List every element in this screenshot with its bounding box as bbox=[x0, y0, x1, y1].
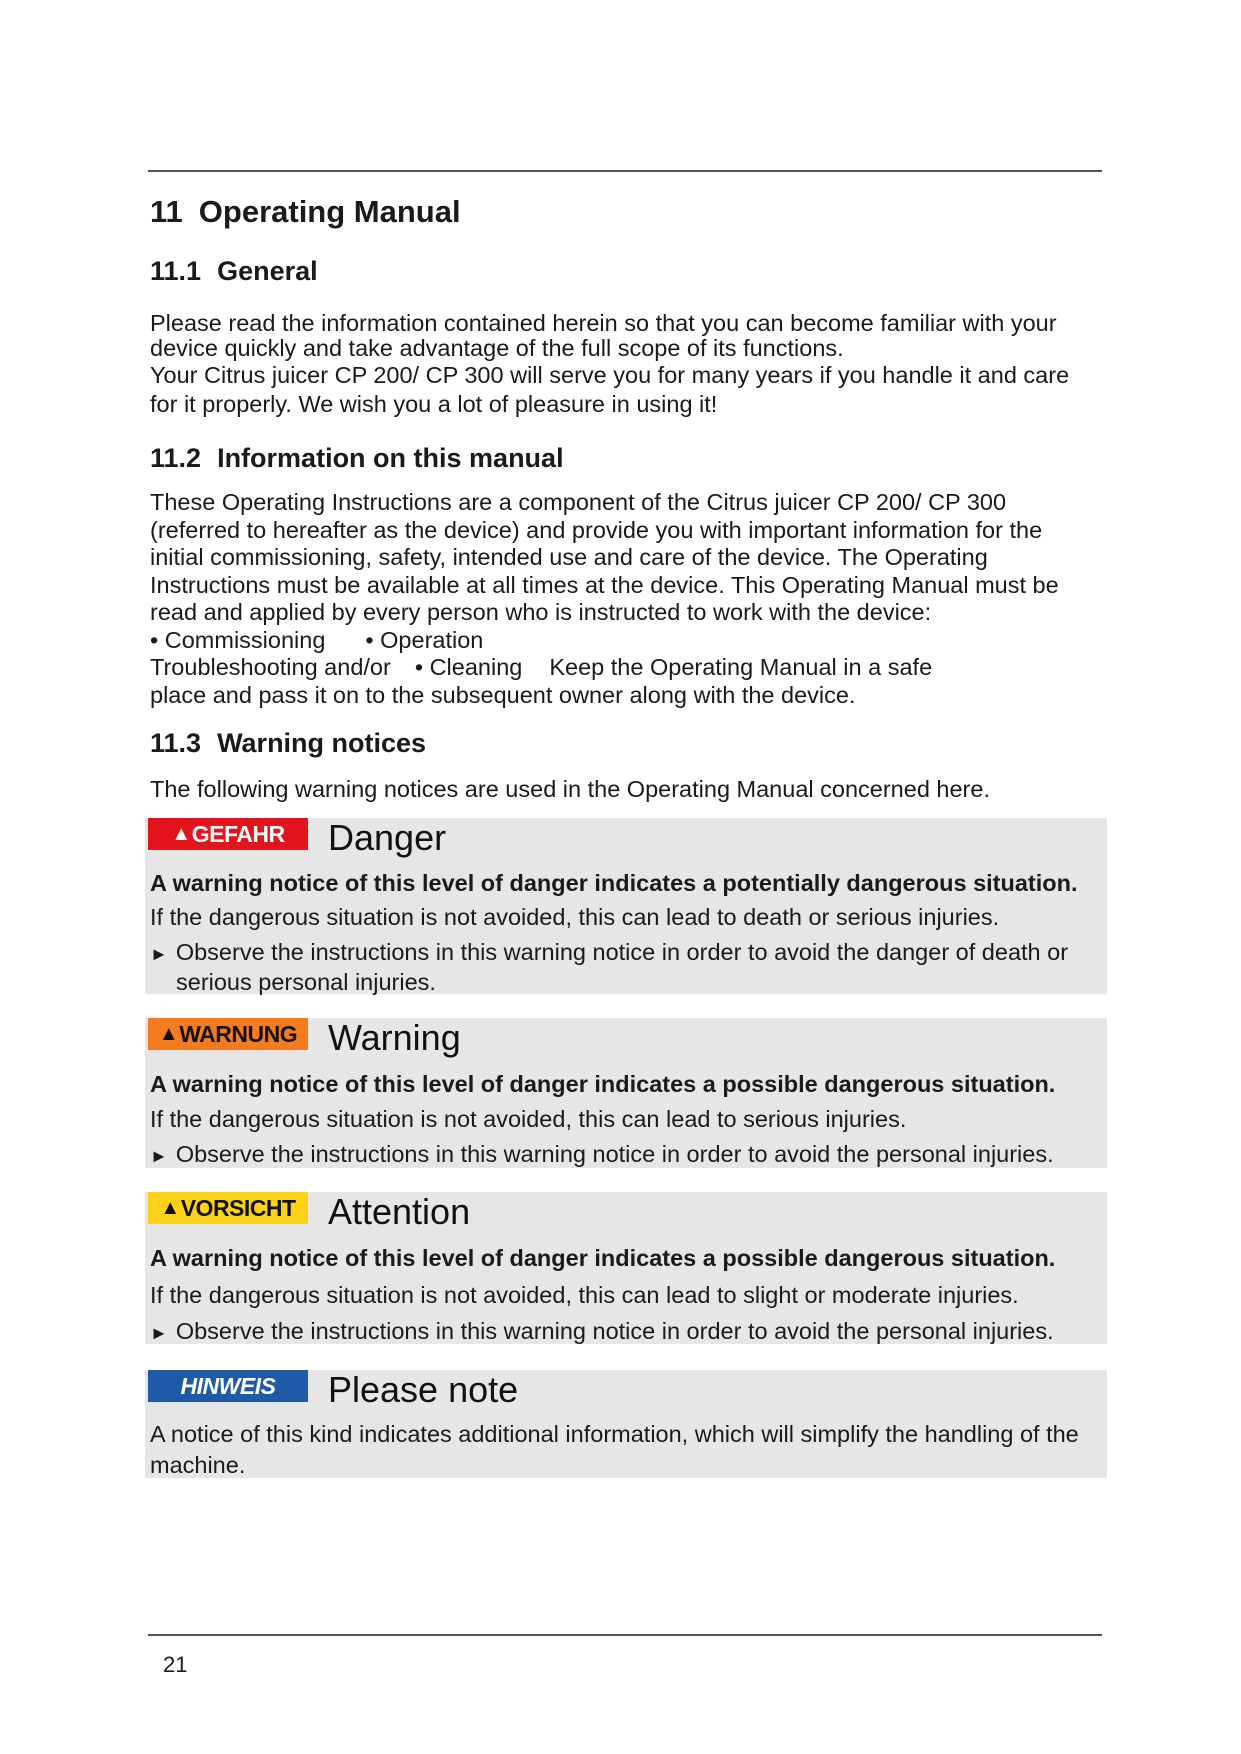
section-title: Operating Manual bbox=[198, 194, 461, 229]
general-title: General bbox=[217, 256, 318, 286]
danger-bold-text: A warning notice of this level of danger indicates a potentially dangerous situation. bbox=[150, 870, 1078, 896]
caution-instruction bbox=[150, 1317, 1100, 1347]
note-text-line: machine. bbox=[150, 1452, 246, 1478]
warning-triangle-icon: ▲ bbox=[171, 822, 191, 845]
bullet-operation: • Operation bbox=[365, 626, 484, 653]
info-line: (referred to hereafter as the device) and provide you with important information for the bbox=[150, 516, 1043, 543]
info-title: Information on this manual bbox=[217, 443, 564, 473]
warning-instruction-line: Observe the instructions in this warning notice in order to avoid the personal injuries. bbox=[175, 1141, 1054, 1167]
note-text-line: A notice of this kind indicates additional information, which will simplify the handling of the bbox=[150, 1421, 1079, 1447]
warning-badge-text: WARNUNG bbox=[179, 1020, 298, 1047]
danger-instruction bbox=[150, 938, 1100, 996]
caution-instruction-line: Observe the instructions in this warning notice in order to avoid the personal injuries. bbox=[175, 1318, 1054, 1344]
warnings-heading bbox=[150, 728, 426, 759]
bullet-commissioning: • Commissioning bbox=[150, 626, 326, 653]
danger-badge bbox=[148, 818, 308, 850]
danger-notice bbox=[145, 818, 1107, 994]
danger-title: Danger bbox=[328, 817, 447, 858]
caution-notice bbox=[145, 1192, 1107, 1344]
warning-text: If the dangerous situation is not avoided, this can lead to serious injuries. bbox=[150, 1106, 907, 1132]
header-rule bbox=[148, 170, 1102, 172]
bullet-cleaning: • Cleaning bbox=[414, 654, 523, 680]
warning-triangle-icon: ▲ bbox=[160, 1196, 180, 1219]
caution-title: Attention bbox=[328, 1191, 471, 1232]
arrow-right-icon: ► bbox=[150, 1323, 168, 1343]
info-number: 11.2 bbox=[150, 443, 202, 473]
note-text bbox=[150, 1420, 1100, 1479]
footer-rule bbox=[148, 1634, 1102, 1636]
general-line: Please read the information contained herein so that you can become familiar with your bbox=[150, 310, 1057, 336]
caution-badge-text: VORSICHT bbox=[180, 1194, 296, 1221]
danger-badge-text: GEFAHR bbox=[191, 820, 285, 847]
info-heading bbox=[150, 443, 564, 474]
caution-badge bbox=[148, 1192, 308, 1224]
general-line: for it properly. We wish you a lot of pleasure in using it! bbox=[150, 390, 718, 417]
danger-instruction-line: Observe the instructions in this warning notice in order to avoid the danger of death or bbox=[175, 939, 1069, 965]
section-number: 11 bbox=[150, 194, 183, 229]
warning-badge bbox=[148, 1018, 308, 1050]
warnings-intro: The following warning notices are used in the Operating Manual concerned here. bbox=[150, 776, 990, 802]
general-line: Your Citrus juicer CP 200/ CP 300 will serve you for many years if you handle it and care bbox=[150, 362, 1070, 388]
note-notice bbox=[145, 1370, 1107, 1478]
info-line: Instructions must be available at all times at the device. This Operating Manual must be bbox=[150, 571, 1059, 598]
warnings-number: 11.3 bbox=[150, 728, 202, 758]
warning-bold-text: A warning notice of this level of danger indicates a possible dangerous situation. bbox=[150, 1071, 1056, 1097]
info-paragraph bbox=[150, 489, 1100, 709]
info-line: read and applied by every person who is instructed to work with the device: bbox=[150, 599, 932, 625]
danger-instruction-line: serious personal injuries. bbox=[176, 969, 436, 995]
info-line: These Operating Instructions are a component of the Citrus juicer CP 200/ CP 300 bbox=[150, 489, 1007, 515]
section-heading bbox=[150, 194, 461, 230]
general-heading bbox=[150, 256, 318, 287]
warning-instruction bbox=[150, 1140, 1100, 1170]
keep-manual-text: Keep the Operating Manual in a safe bbox=[549, 654, 933, 680]
bullet-line bbox=[150, 627, 1100, 655]
general-paragraph bbox=[150, 310, 1100, 418]
arrow-right-icon: ► bbox=[150, 1146, 168, 1166]
arrow-right-icon: ► bbox=[150, 944, 168, 964]
warning-triangle-icon: ▲ bbox=[158, 1022, 179, 1045]
warning-title: Warning bbox=[328, 1017, 461, 1058]
general-number: 11.1 bbox=[150, 256, 202, 286]
bullet-troubleshooting: Troubleshooting and/or bbox=[150, 654, 391, 680]
note-badge-text: HINWEIS bbox=[180, 1372, 276, 1399]
warning-notice bbox=[145, 1018, 1107, 1168]
warnings-title: Warning notices bbox=[217, 728, 427, 758]
note-title: Please note bbox=[328, 1369, 519, 1410]
caution-bold-text: A warning notice of this level of danger indicates a possible dangerous situation. bbox=[150, 1245, 1056, 1271]
info-line: place and pass it on to the subsequent owner along with the device. bbox=[150, 681, 856, 708]
general-line: device quickly and take advantage of the full scope of its functions. bbox=[150, 334, 844, 361]
caution-text: If the dangerous situation is not avoided, this can lead to slight or moderate injuries. bbox=[150, 1282, 1019, 1308]
note-badge bbox=[148, 1370, 308, 1402]
danger-text: If the dangerous situation is not avoided, this can lead to death or serious injuries. bbox=[150, 904, 1000, 930]
bullet-line bbox=[150, 654, 1100, 682]
info-line: initial commissioning, safety, intended use and care of the device. The Operating bbox=[150, 544, 988, 570]
page-number: 21 bbox=[163, 1652, 188, 1677]
